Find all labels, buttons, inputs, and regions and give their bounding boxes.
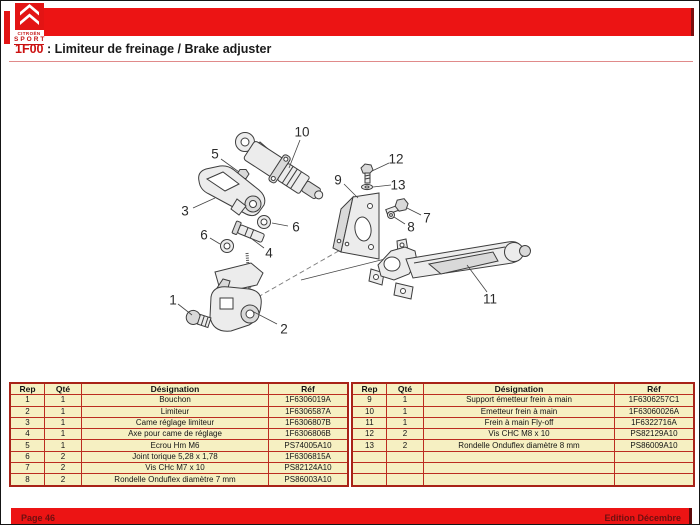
table-row [10,463,348,474]
table-cell: Joint torique 5,28 x 1,78 [82,451,269,462]
table-cell: PS82124A10 [269,463,349,474]
table-row [352,406,694,417]
table-row [352,451,694,462]
diagram-callout-1: 1 [169,292,177,308]
parts-table-left [9,382,349,487]
table-cell: 1 [45,406,82,417]
title-text: : Limiteur de freinage / Brake adjuster [43,42,272,56]
table-cell: 1 [387,417,424,428]
parts-table-right [351,382,695,487]
table-cell [387,463,424,474]
part-washer-8 [388,212,395,219]
table-cell [615,451,695,462]
citroen-chevrons-icon [15,3,44,30]
column-header: Rep [352,383,387,395]
column-header: Qté [45,383,82,395]
table-cell: 11 [352,417,387,428]
part-limiter [210,263,263,331]
part-bolt-12 [361,164,373,183]
table-row [352,417,694,428]
table-cell: 1F6306257C1 [615,395,695,406]
diagram-callout-3: 3 [181,203,189,219]
table-cell: Bouchon [82,395,269,406]
table-row [10,429,348,440]
table-cell [352,474,387,486]
table-cell: 2 [387,429,424,440]
diagram-callout-2: 2 [280,321,288,337]
diagram-callout-9: 9 [334,172,342,188]
table-cell: 1 [10,395,45,406]
footer-edition: Edition Décembre [604,513,681,523]
table-cell: 2 [387,440,424,451]
exploded-diagram [141,96,561,381]
table-cell: Rondelle Onduflex diamètre 8 mm [424,440,615,451]
table-cell: 6 [10,451,45,462]
table-cell: Vis CHC M8 x 10 [424,429,615,440]
part-oring-left [221,240,234,253]
table-cell: PS86003A10 [269,474,349,486]
table-cell: 1 [45,395,82,406]
table-cell: Came réglage limiteur [82,417,269,428]
footer-red-bar [11,508,692,525]
table-cell: Vis CHc M7 x 10 [82,463,269,474]
table-cell: 13 [352,440,387,451]
diagram-callout-11: 11 [482,291,498,307]
table-cell: Axe pour came de réglage [82,429,269,440]
header-red-bar [44,8,694,36]
part-cam-lever [199,166,265,216]
diagram-callout-4: 4 [265,245,273,261]
column-header: Désignation [82,383,269,395]
diagram-callout-8: 8 [407,219,415,235]
table-row [10,474,348,486]
table-cell: 10 [352,406,387,417]
title-divider [9,61,693,62]
table-cell: 2 [45,474,82,486]
table-cell: 2 [45,463,82,474]
table-cell: 1F6306807B [269,417,349,428]
table-cell: 9 [352,395,387,406]
table-cell [352,451,387,462]
table-cell: 1F6306806B [269,429,349,440]
table-row [352,474,694,486]
table-cell: 2 [10,406,45,417]
table-row [10,440,348,451]
table-cell: 1 [387,406,424,417]
table-row [352,429,694,440]
table-cell [615,474,695,486]
table-cell [615,463,695,474]
citroen-sport-logo [14,3,47,45]
column-header: Réf [269,383,349,395]
diagram-callout-5: 5 [211,146,219,162]
table-cell [424,474,615,486]
logo-brand-text: CITROËN [17,31,41,36]
table-cell: PS74005A10 [269,440,349,451]
table-cell: 1F6322716A [615,417,695,428]
table-cell: 1F6306019A [269,395,349,406]
table-cell: 3 [10,417,45,428]
table-cell [424,463,615,474]
column-header: Rep [10,383,45,395]
footer-page-number: Page 46 [21,513,56,523]
table-cell: 12 [352,429,387,440]
table-cell: PS82129A10 [615,429,695,440]
diagram-callout-6: 6 [292,219,300,235]
table-row [10,406,348,417]
table-cell: 7 [10,463,45,474]
table-cell: Frein à main Fly-off [424,417,615,428]
diagram-callout-6: 6 [200,227,208,243]
table-cell [424,451,615,462]
table-cell [352,463,387,474]
diagram-callout-10: 10 [294,124,310,140]
table-cell: 1 [45,440,82,451]
table-cell: Support émetteur frein à main [424,395,615,406]
part-bracket-plate [333,193,379,259]
table-cell: 2 [45,451,82,462]
table-cell: 8 [10,474,45,486]
table-cell: 1 [387,395,424,406]
table-cell: 1F6306815A [269,451,349,462]
table-cell: Limiteur [82,406,269,417]
table-cell [387,474,424,486]
table-row [10,395,348,406]
diagram-callout-7: 7 [423,210,431,226]
page-title [15,42,271,56]
table-row [352,395,694,406]
table-cell: 1F63060026A [615,406,695,417]
column-header: Désignation [424,383,615,395]
table-cell: 1 [45,417,82,428]
table-cell: Rondelle Onduflex diamètre 7 mm [82,474,269,486]
table-header-row [352,383,694,395]
table-row [352,440,694,451]
table-cell: PS86009A10 [615,440,695,451]
diagram-callout-12: 12 [388,151,404,167]
column-header: Qté [387,383,424,395]
table-cell: 1F6306587A [269,406,349,417]
table-cell: 1 [45,429,82,440]
table-cell: Ecrou Hm M6 [82,440,269,451]
logo-sport-text: SPORT [14,36,47,43]
table-cell: 5 [10,440,45,451]
left-red-strip [4,11,10,44]
section-code: 1F00 [15,42,44,56]
table-header-row [10,383,348,395]
part-handbrake-lever [369,239,531,299]
table-row [10,417,348,428]
part-oring-right [258,216,271,229]
table-row [352,463,694,474]
table-cell: Emetteur frein à main [424,406,615,417]
column-header: Réf [615,383,695,395]
table-cell: 4 [10,429,45,440]
table-row [10,451,348,462]
table-cell [387,451,424,462]
part-washer-13 [362,184,373,189]
diagram-callout-13: 13 [390,177,406,193]
